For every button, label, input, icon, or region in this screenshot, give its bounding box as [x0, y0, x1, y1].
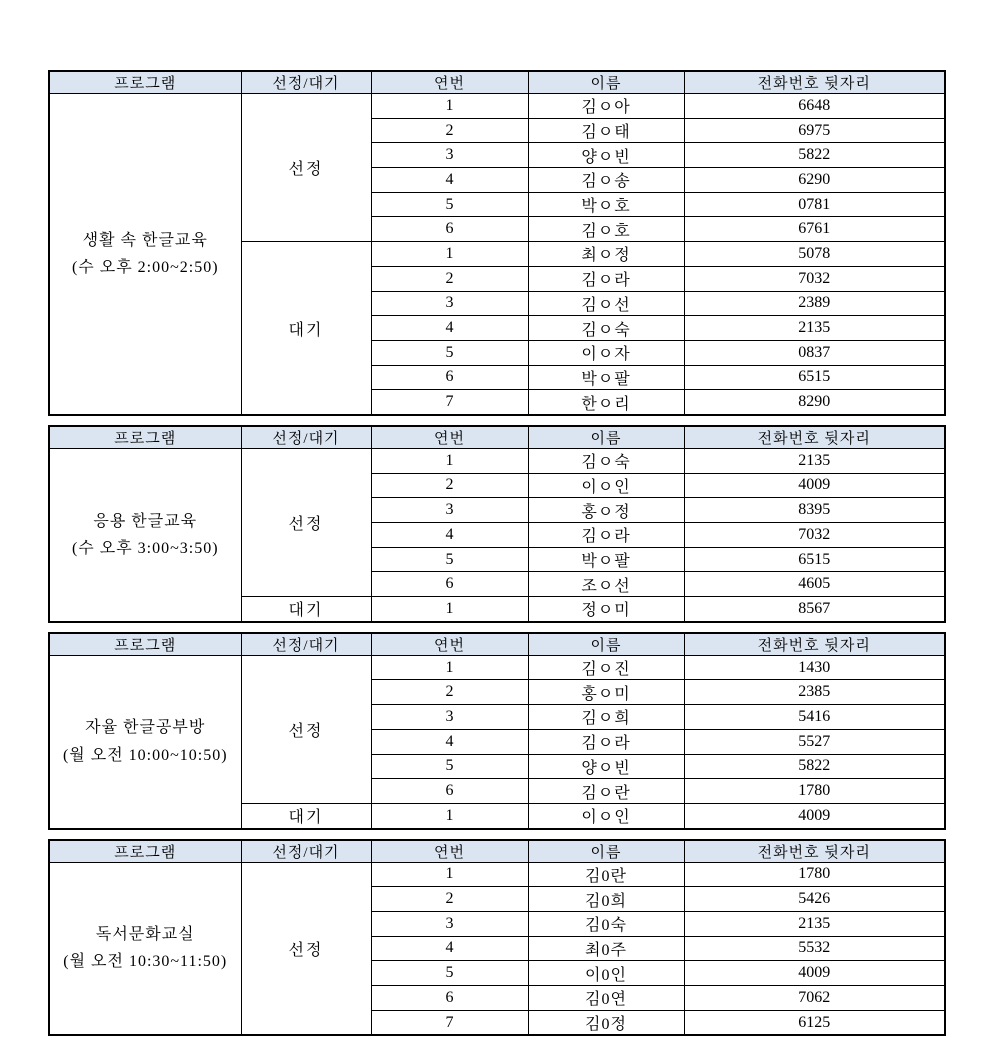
column-header: 이름 [528, 633, 684, 656]
column-header: 전화번호 뒷자리 [684, 633, 945, 656]
serial-number-cell: 1 [371, 655, 528, 680]
name-cell: 홍ㅇ정 [528, 498, 684, 523]
column-header: 선정/대기 [241, 426, 371, 449]
phone-last-digits-cell: 8567 [684, 597, 945, 622]
serial-number-cell: 3 [371, 498, 528, 523]
serial-number-cell: 2 [371, 266, 528, 291]
phone-last-digits-cell: 2135 [684, 316, 945, 341]
serial-number-cell: 7 [371, 390, 528, 415]
serial-number-cell: 5 [371, 340, 528, 365]
serial-number-cell: 6 [371, 572, 528, 597]
phone-last-digits-cell: 2389 [684, 291, 945, 316]
name-cell: 양ㅇ빈 [528, 754, 684, 779]
phone-last-digits-cell: 5822 [684, 143, 945, 168]
program-name: 응용 한글교육 [93, 512, 198, 530]
phone-last-digits-cell: 6761 [684, 217, 945, 242]
column-header: 연번 [371, 840, 528, 863]
phone-last-digits-cell: 2385 [684, 680, 945, 705]
column-header: 이름 [528, 426, 684, 449]
serial-number-cell: 4 [371, 936, 528, 961]
phone-last-digits-cell: 8290 [684, 390, 945, 415]
name-cell: 한ㅇ리 [528, 390, 684, 415]
serial-number-cell: 3 [371, 911, 528, 936]
column-header: 전화번호 뒷자리 [684, 426, 945, 449]
name-cell: 김0숙 [528, 911, 684, 936]
serial-number-cell: 4 [371, 168, 528, 193]
name-cell: 이ㅇ인 [528, 803, 684, 828]
serial-number-cell: 6 [371, 986, 528, 1011]
name-cell: 김ㅇ라 [528, 266, 684, 291]
phone-last-digits-cell: 6125 [684, 1010, 945, 1035]
name-cell: 이ㅇ자 [528, 340, 684, 365]
phone-last-digits-cell: 8395 [684, 498, 945, 523]
serial-number-cell: 1 [371, 94, 528, 119]
serial-number-cell: 2 [371, 473, 528, 498]
program-cell [49, 448, 241, 621]
column-header: 프로그램 [49, 633, 241, 656]
serial-number-cell: 6 [371, 217, 528, 242]
serial-number-cell: 3 [371, 143, 528, 168]
name-cell: 김0정 [528, 1010, 684, 1035]
table-row [49, 862, 945, 887]
column-header: 연번 [371, 71, 528, 94]
name-cell: 김ㅇ아 [528, 94, 684, 119]
serial-number-cell: 1 [371, 448, 528, 473]
column-header: 선정/대기 [241, 633, 371, 656]
name-cell: 김ㅇ숙 [528, 448, 684, 473]
table-row [49, 94, 945, 119]
serial-number-cell: 2 [371, 680, 528, 705]
name-cell: 이0인 [528, 961, 684, 986]
phone-last-digits-cell: 7032 [684, 266, 945, 291]
column-header: 이름 [528, 840, 684, 863]
selection-status-cell: 대기 [241, 242, 371, 415]
column-header: 전화번호 뒷자리 [684, 840, 945, 863]
phone-last-digits-cell: 1780 [684, 862, 945, 887]
column-header: 프로그램 [49, 840, 241, 863]
serial-number-cell: 4 [371, 316, 528, 341]
program-schedule: (수 오후 2:00~2:50) [71, 258, 219, 276]
phone-last-digits-cell: 1430 [684, 655, 945, 680]
name-cell: 김ㅇ희 [528, 705, 684, 730]
name-cell: 김ㅇ선 [528, 291, 684, 316]
name-cell: 김ㅇ라 [528, 729, 684, 754]
name-cell: 김ㅇ진 [528, 655, 684, 680]
name-cell: 이ㅇ인 [528, 473, 684, 498]
name-cell: 양ㅇ빈 [528, 143, 684, 168]
column-header: 연번 [371, 426, 528, 449]
name-cell: 박ㅇ호 [528, 192, 684, 217]
selection-status-cell: 선정 [241, 655, 371, 803]
column-header: 전화번호 뒷자리 [684, 71, 945, 94]
phone-last-digits-cell: 5426 [684, 887, 945, 912]
serial-number-cell: 1 [371, 803, 528, 828]
phone-last-digits-cell: 6975 [684, 118, 945, 143]
header-row [49, 426, 945, 449]
phone-last-digits-cell: 5822 [684, 754, 945, 779]
roster-tables-container [48, 70, 992, 1036]
phone-last-digits-cell: 2135 [684, 448, 945, 473]
program-schedule: (월 오전 10:30~11:50) [63, 953, 228, 971]
phone-last-digits-cell: 6648 [684, 94, 945, 119]
phone-last-digits-cell: 1780 [684, 779, 945, 804]
name-cell: 홍ㅇ미 [528, 680, 684, 705]
serial-number-cell: 5 [371, 192, 528, 217]
program-name: 독서문화교실 [95, 926, 195, 944]
header-row [49, 71, 945, 94]
phone-last-digits-cell: 5416 [684, 705, 945, 730]
name-cell: 김ㅇ태 [528, 118, 684, 143]
phone-last-digits-cell: 4009 [684, 961, 945, 986]
name-cell: 김ㅇ란 [528, 779, 684, 804]
serial-number-cell: 1 [371, 242, 528, 267]
serial-number-cell: 5 [371, 547, 528, 572]
header-row [49, 633, 945, 656]
column-header: 프로그램 [49, 426, 241, 449]
phone-last-digits-cell: 6290 [684, 168, 945, 193]
program-cell [49, 655, 241, 828]
serial-number-cell: 6 [371, 779, 528, 804]
header-row [49, 840, 945, 863]
name-cell: 김0희 [528, 887, 684, 912]
name-cell: 최0주 [528, 936, 684, 961]
serial-number-cell: 5 [371, 754, 528, 779]
phone-last-digits-cell: 0837 [684, 340, 945, 365]
name-cell: 조ㅇ선 [528, 572, 684, 597]
serial-number-cell: 1 [371, 862, 528, 887]
program-cell [49, 94, 241, 415]
name-cell: 정ㅇ미 [528, 597, 684, 622]
serial-number-cell: 4 [371, 729, 528, 754]
program-cell [49, 862, 241, 1035]
column-header: 선정/대기 [241, 71, 371, 94]
name-cell: 박ㅇ팔 [528, 365, 684, 390]
selection-status-cell: 선정 [241, 448, 371, 596]
phone-last-digits-cell: 7062 [684, 986, 945, 1011]
name-cell: 김ㅇ숙 [528, 316, 684, 341]
selection-status-cell: 대기 [241, 803, 371, 828]
column-header: 이름 [528, 71, 684, 94]
name-cell: 김ㅇ호 [528, 217, 684, 242]
name-cell: 김ㅇ송 [528, 168, 684, 193]
selection-status-cell: 대기 [241, 597, 371, 622]
column-header: 연번 [371, 633, 528, 656]
table-row [49, 448, 945, 473]
serial-number-cell: 3 [371, 705, 528, 730]
serial-number-cell: 6 [371, 365, 528, 390]
phone-last-digits-cell: 4605 [684, 572, 945, 597]
program-roster-table [48, 425, 946, 623]
selection-status-cell: 선정 [241, 862, 371, 1035]
phone-last-digits-cell: 6515 [684, 365, 945, 390]
phone-last-digits-cell: 6515 [684, 547, 945, 572]
program-roster-table [48, 632, 946, 830]
column-header: 프로그램 [49, 71, 241, 94]
phone-last-digits-cell: 2135 [684, 911, 945, 936]
phone-last-digits-cell: 5532 [684, 936, 945, 961]
name-cell: 김0란 [528, 862, 684, 887]
serial-number-cell: 1 [371, 597, 528, 622]
serial-number-cell: 5 [371, 961, 528, 986]
serial-number-cell: 4 [371, 523, 528, 548]
serial-number-cell: 2 [371, 118, 528, 143]
program-schedule: (월 오전 10:00~10:50) [62, 746, 228, 764]
program-schedule: (수 오후 3:00~3:50) [71, 539, 219, 557]
table-row [49, 655, 945, 680]
phone-last-digits-cell: 5078 [684, 242, 945, 267]
phone-last-digits-cell: 4009 [684, 803, 945, 828]
program-name: 자율 한글공부방 [85, 719, 206, 737]
serial-number-cell: 7 [371, 1010, 528, 1035]
name-cell: 김ㅇ라 [528, 523, 684, 548]
program-roster-table [48, 70, 946, 416]
selection-status-cell: 선정 [241, 94, 371, 242]
program-roster-table [48, 839, 946, 1037]
phone-last-digits-cell: 0781 [684, 192, 945, 217]
serial-number-cell: 2 [371, 887, 528, 912]
program-name: 생활 속 한글교육 [82, 231, 208, 249]
name-cell: 박ㅇ팔 [528, 547, 684, 572]
serial-number-cell: 3 [371, 291, 528, 316]
phone-last-digits-cell: 5527 [684, 729, 945, 754]
column-header: 선정/대기 [241, 840, 371, 863]
name-cell: 최ㅇ정 [528, 242, 684, 267]
phone-last-digits-cell: 7032 [684, 523, 945, 548]
name-cell: 김0연 [528, 986, 684, 1011]
phone-last-digits-cell: 4009 [684, 473, 945, 498]
